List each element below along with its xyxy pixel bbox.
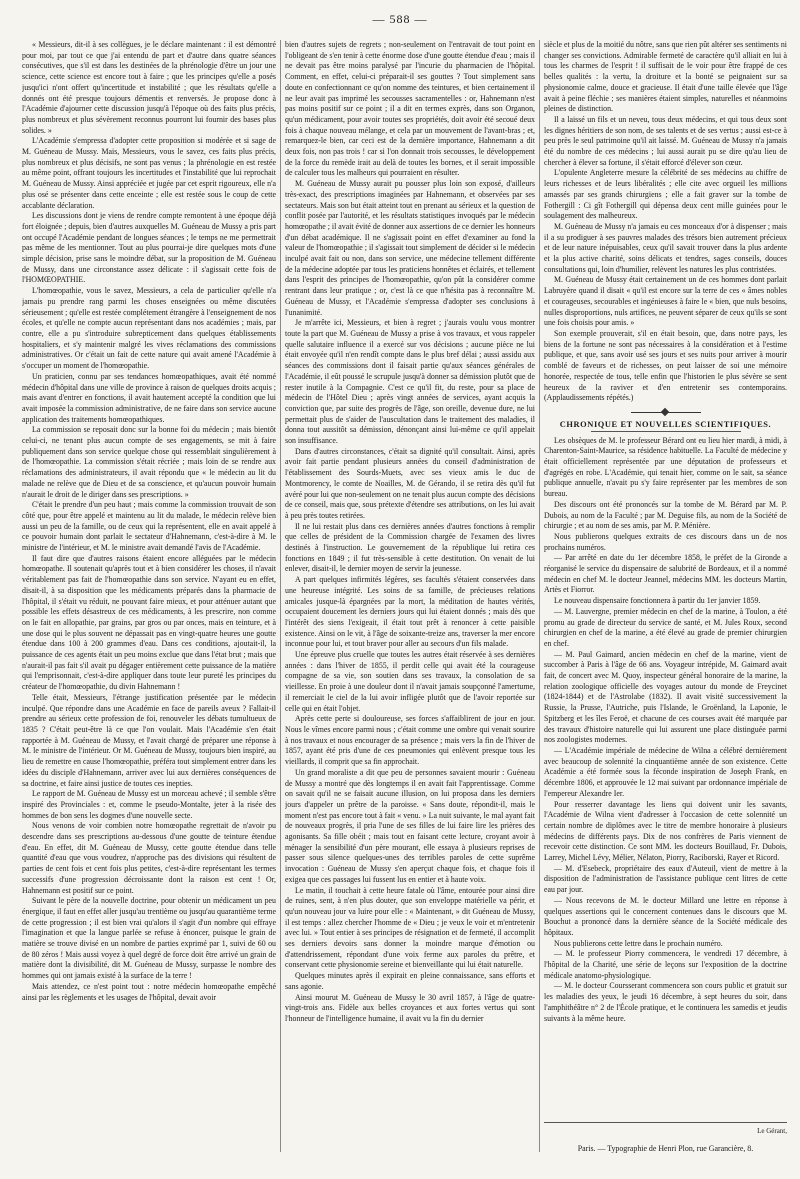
section-ornament [631,410,701,415]
article-paragraph: « Messieurs, dit-il à ses collègues, je le déclare maintenant : il est démontré pour moi, par tout ce que j'ai entendu de part et d'autre dans quatre séances consécutives, que s'il est dans les destinées de la phrénologie d'être un jour une science, cette science est encore tout à faire ; que les principes qu'elle a posés jusqu'ici n'ont offert qu'incertitude et instabilité ; que les résultats qu'elle a donnés ont été presque toujours démentis et renversés. Je propose donc à l'Académie d'ajourner cette discussion jusqu'à l'époque où des faits plus précis, plus nombreux et plus sévèrement reconnus pourront lui fournir des bases plus solides. » [22,40,276,135]
gerant-label: Le Gérant, [757,1127,787,1135]
article-paragraph: Une épreuve plus cruelle que toutes les autres était réservée à ses dernières années : dans l'hiver de 1855, il perdit celle qui avait été la courageuse compagne de sa vie, son soutien dans ses travaux, la consolation de sa vieillesse. En proie à une douleur dont il n'avait jamais soupçonné l'amertume, il remerciait le ciel de la lui avoir infligée plutôt que de l'avoir reportée sur celle qui en était l'objet. [285,650,535,713]
article-paragraph: C'était le prendre d'un peu haut ; mais comme la commission trouvait de son côté que, pour être appelé et maintenu au lit du malade, le médecin relève bien aussi un peu de la famille, ou de ceux qui la représentent, elle en avait appelé à ce pouvoir humain dont parlait le sectateur d'Hahnemann, c'est-à-dire à M. le ministre de l'intérieur, et M. le ministre avait demandé l'avis de l'Académie. [22,500,276,553]
news-item: — Nous recevons de M. le docteur Millard une lettre en réponse à quelques assertions qui le concernent contenues dans le discours que M. Bouchut a prononcé dans la dernière séance de la Société médicale des hôpitaux. [544,895,787,937]
article-paragraph: Ainsi mourut M. Guéneau de Mussy le 30 avril 1857, à l'âge de quatre-vingt-trois ans. Fidèle aux belles croyances et aux fortes vertus qui sont l'honneur de l'intelligence humaine, il avait vu la fin du dernier [285,992,535,1023]
article-paragraph: M. Guéneau de Mussy n'a jamais eu ces monceaux d'or à dispenser ; mais il a su prodiguer à ses pauvres malades des trésors bien autrement précieux et de leur nature inépuisables, ceux qu'il savait trouver dans la plus ardente et la plus active charité, soins délicats et tendres, sages conseils, douces consultations qui, loin d'humilier, relèvent les natures les plus contristées. [544,221,787,274]
article-paragraph: Un praticien, connu par ses tendances homœopathiques, avait été nommé médecin d'hôpital dans une ville de province à raison de quelques droits acquis ; mais avant d'entrer en fonctions, il avait hautement accepté la condition que lui avait imposée la commission administrative, de ne faire dans son service aucune application des traitements homœopathiques. [22,371,276,424]
article-paragraph: Le rapport de M. Guéneau de Mussy est un morceau achevé ; il semble s'être inspiré des Provinciales : et, comme le pseudo-Montalte, jeter à la risée des hommes de bon sens les dogmes d'une nouvelle secte. [22,789,276,820]
news-item: Les obsèques de M. le professeur Bérard ont eu lieu hier mardi, à midi, à Charenton-Saint-Maurice, sa résidence habituelle. La Faculté de médecine y était officiellement représentée par une députation de professeurs et d'agrégés en robe. L'Académie, qui tenait hier, comme on le sait, sa séance publique annuelle, n'avait pu s'y faire représenter par les membres de son bureau. [544,435,787,499]
news-item: Pour resserrer davantage les liens qui doivent unir les savants, l'Académie de Wilna vient d'adresser à l'occasion de cette solennité un certain nombre de diplômes avec le titre de membre honoraire à plusieurs médecins de différents pays. Dix de nos confrères de Paris viennent de recevoir cette distinction. Ce sont MM. les docteurs Bouillaud, Fr. Dubois, Larrey, Michel Lévy, Mélier, Nélaton, Piorry, Raciborski, Rayer et Ricord. [544,799,787,863]
section-heading: CHRONIQUE ET NOUVELLES SCIENTIFIQUES. [559,419,772,429]
printer-imprint: Paris. — Typographie de Henri Plon, rue Garancière, 8. [577,1144,754,1153]
article-paragraph: Suivant le père de la nouvelle doctrine, pour obtenir un médicament un peu énergique, il faut en effet aller jusqu'au trentième ou jusqu'au quarantième terme de cette progression ; il est bien vrai qu'alors il s'agit d'un nombre qui effraye l'imagination et que la langue parlée se refuse à énoncer, puisque le grain de matière se trouve divisé en un nombre de parties exprimé par 1, suivi de 60 ou de 80 zéros ! Mais aussi voyez à quel degré de force doit être arrivé un grain de matière dont la divisibilité, dit M. Guéneau de Mussy, surpasse le nombre des hommes qui ont jamais existé à la surface de la terre ! [22,896,276,981]
article-paragraph: siècle et plus de la moitié du nôtre, sans que rien pût altérer ses sentiments ni changer ses convictions. Admirable fermeté de caractère qu'il alliait en lui à tous les charmes de l'esprit ! il suffisait de le voir pour être frappé de ces belles qualités : la vertu, la droiture et la bonté se peignaient sur sa physionomie calme, douce et gracieuse. Il était d'une taille élevée que l'âge avait à peine fléchie ; ses manières étaient simples, naturelles et néanmoins pleines de distinction. [544,40,787,114]
article-paragraph: bien d'autres sujets de regrets ; non-seulement on l'entravait de tout point en l'obligeant de s'en tenir à cette énorme dose d'une goutte étendue d'eau ; mais il ne devait pas être moins paralysé par l'incurie du pharmacien de l'hôpital. Comment, en effet, celui-ci préparait-il ses gouttes ? Tout simplement sans doute en confectionnant ce qu'on nomme des teintures, et bien certainement il ne leur avait pas imprimé les secousses sacramentelles : or, Hahnemann n'est pas moins positif sur ce point ; il a dit en termes exprès, dans son Organon, qu'un médicament, pour avoir toutes ses propriétés, doit avoir été secoué deux fois à chaque nouveau mélange, et cela par un mouvement de l'avant-bras ; et, remarquez-le bien, car ceci est de la dernière importance, Hahnemann a dit deux fois, non pas trois ! car si l'on donnait trois secousses, le développement de la force du remède irait au delà de toutes les bornes, et il serait impossible de calculer tous les malheurs qui pourraient en résulter. [285,40,535,178]
news-item: — L'Académie impériale de médecine de Wilna a célébré dernièrement avec beaucoup de solennité la cinquantième année de son existence. Cette Académie a été formée sous la féconde inspiration de Joseph Frank, en décembre 1806, et approuvée le 12 mai suivant par ordonnance impériale de l'empereur Alexandre Ier. [544,746,787,798]
article-paragraph: Les discussions dont je viens de rendre compte remontent à une époque déjà fort éloignée ; depuis, bien d'autres auxquelles M. Guéneau de Mussy a pris part ont occupé l'Académie pendant de longues séances ; le temps ne me permettrait pas même de les mentionner. Tout au plus pourrai-je dire quelques mots d'une simple décision, prise sans le moindre débat, sur la proposition de M. Guéneau de Mussy, dans une circonstance assez délicate : il s'agissait cette fois de l'HOMŒOPATHIE. [22,211,276,285]
news-item: Nous publierons cette lettre dans le prochain numéro. [554,938,723,948]
article-paragraph: L'Académie s'empressa d'adopter cette proposition si modérée et si sage de M. Guéneau de Mussy. Mais, Messieurs, vous le savez, ces faits plus précis, plus nombreux et plus décisifs, ne sont pas venus ; la phrénologie en est restée au même point, offrant toujours les incertitudes et l'instabilité que lui reprochait M. Guéneau de Mussy. Ainsi appréciée et jugée par cet esprit rigoureux, elle n'a plus osé se présenter dans cette enceinte ; elle est restée sous le coup de cette accablante déclaration. [22,136,276,210]
page-number: — 588 — [372,12,428,26]
column-divider [280,40,281,1152]
article-paragraph: Mais attendez, ce n'est point tout : notre médecin homœopathe empêché ainsi par les règlements et les usages de l'hôpital, devait avoir [22,981,276,1002]
article-paragraph: Après cette perte si douloureuse, ses forces s'affaiblirent de jour en jour. Nous le vîmes encore parmi nous ; c'était comme une ombre qui venait sourire à nos travaux et nous encourager de sa présence ; mais vers la fin de l'hiver de 1857, ayant été pris d'une de ces pneumonies qui enlèvent presque tous les vieillards, il comprit que sa fin approchait. [285,714,535,767]
news-item: Des discours ont été prononcés sur la tombe de M. Bérard par M. P. Dubois, au nom de la Faculté ; par M. Deguise fils, au nom de la Société de chirurgie ; et au nom de ses amis, par M. P. Ménière. [544,499,787,531]
article-paragraph: Quelques minutes après il expirait en pleine connaissance, sans efforts et sans agonie. [285,971,535,991]
news-item: — Par arrêté en date du 1er décembre 1858, le préfet de la Gironde a réorganisé le service du dispensaire de salubrité de Bordeaux, et il a nommé médecin en chef M. le docteur Jeannel, médecins MM. les docteurs Martin, Artès et Fiorror. [544,553,787,595]
news-item: — M. Lauvergne, premier médecin en chef de la marine, à Toulon, a été promu au grade de directeur du service de santé, et M. Jules Roux, second chirurgien en chef de la marine, a été élevé au grade de premier chirurgien en chef. [544,606,787,648]
news-item: — M. le docteur Coursserant commencera son cours public et gratuit sur les maladies des yeux, le jeudi 16 décembre, à sept heures du soir, dans l'amphithéâtre n° 2 de l'École pratique, et le continuera les samedis et jeudis suivants à la même heure. [544,981,787,1023]
article-paragraph: M. Guéneau de Mussy était certainement un de ces hommes dont parlait Labruyère quand il disait « qu'il est encore sur la terre de ces « âmes nobles et courageuses, secourables et ingénieuses à faire le « bien, que nuls besoins, nulles disproportions, nuls artifices, ne peuvent séparer de ceux qu'ils se sont une fois choisis pour amis. » [544,275,787,328]
article-paragraph: M. Guéneau de Mussy aurait pu pousser plus loin son exposé, d'ailleurs très-exact, des prescriptions imaginées par Hahnemann, et observées par ses sectateurs. Mais son but était atteint tout en prenant au sérieux et la question de conflit posée par l'autorité, et les résultats statistiques invoqués par le médecin homœopathe ; il avait évité de donner aux assertions de ce dernier les honneurs d'un débat académique. Il ne s'agissait point en effet d'examiner au fond la valeur de l'homœopathie ; il s'agissait tout simplement de décider si le médecin inculpé avait fait ou non, dans son service, une médecine tellement différente de la médecine adoptée par tous les praticiens honnêtes et éclairés, et tellement dans l'esprit des principes de l'homœopathie, qu'on pût la considérer comme rentrant dans leur pratique ; or, c'est là ce que n'hésita pas à reconnaître M. Guéneau de Mussy, et l'Académie s'empressa d'adopter ses conclusions à l'unanimité. [285,179,535,317]
article-paragraph: L'homœopathie, vous le savez, Messieurs, a cela de particulier qu'elle n'a jamais pu prendre rang parmi les choses enseignées ou même discutées sérieusement ; qu'elle est restée complétement étrangère à l'enseignement de nos écoles, et qu'elle ne compte aucun représentant dans nos académies ; mais, par contre, elle a pu s'introduire subrepticement dans quelques établissements hospitaliers, et s'y maintenir malgré les vives réclamations des commissions administratives. Or c'était un fait de cette nature qui avait amené l'Académie à s'occuper un moment de l'homœopathie. [22,286,276,371]
article-paragraph: Dans d'autres circonstances, c'était sa dignité qu'il consultait. Ainsi, après avoir fait partie pendant plusieurs années du conseil d'administration de l'établissement des Sourds-Muets, avec ses vieux amis le duc de Montmorency, le comte de Noailles, M. de Gérando, il se retira dès qu'il fut avéré pour lui que non-seulement on ne tenait plus aucun compte des décisions de ce conseil, mais que, sous prétexte d'étendre ses attributions, on les lui avait à peu près toutes retirées. [285,446,535,520]
article-paragraph: Le matin, il touchait à cette heure fatale où l'âme, entourée pour ainsi dire de ruines, sent, à n'en plus douter, que son enveloppe matérielle va périr, et qu'un nouveau jour va luire pour elle : « Maintenant, » dit Guéneau de Mussy, il est temps : allez chercher l'homme de « Dieu ; je veux le voir et m'entretenir avec lui. » Tout entier à ses principes de résignation et de fermeté, il accomplit ses derniers devoirs sans donner la moindre marque d'émotion ou d'attendrissement, répondant d'une voix ferme aux paroles du prêtre, et conservant cette physionomie sereine et bienveillante qui lui était naturelle. [285,885,535,970]
article-paragraph: L'opulente Angleterre mesure la célébrité de ses médecins au chiffre de leurs richesses et de leurs libéralités ; elle cite avec orgueil les millions amassés par ses grands chirurgiens ; elle a fait graver sur la tombe de Fothergill : Ci gît Fothergill qui dépensa deux cent mille guinées pour le soulagement des malheureux. [544,168,787,221]
article-paragraph: Je m'arrête ici, Messieurs, et bien à regret ; j'aurais voulu vous montrer toute la part que M. Guéneau de Mussy a prise à vos travaux, et vous rappeler quelle salutaire influence il a exercé sur vos décisions ; aucune pièce ne lui était envoyée qu'il n'en rendît compte dans le plus bref délai ; aussi assidu aux séances des commissions dont il faisait partie qu'aux séances générales de l'Académie, il eût poussé le scrupule jusqu'à donner sa démission plutôt que de rester inutile à la Compagnie. C'est ce qu'il fit, du reste, pour sa place de médecin de l'Hôtel Dieu ; après vingt années de services, ayant acquis la conviction que, par suite des progrès de l'âge, son oreille, devenue dure, ne lui permettait plus de s'aider de l'auscultation dans le traitement des maladies, il donna tout aussitôt sa démission, dénonçant ainsi lui-même ce qu'il appelait son insuffisance. [285,318,535,446]
news-item: Le nouveau dispensaire fonctionnera à partir du 1er janvier 1859. [554,596,761,606]
page-footer [544,1122,787,1154]
article-paragraph: Son exemple prouverait, s'il en était besoin, que, dans notre pays, les biens de la fortune ne sont pas nécessaires à la considération et à l'estime publique, et que, sans avoir usé ses jours et ses nuits pour arriver à mourir comblé de faveurs et de richesses, on peut laisser de soi une mémoire honorée, respectée de tous, telle enfin que l'historien le plus sévère se sent heureux de la raviver et d'en entretenir ses contemporains. (Applaudissements répétés.) [544,328,787,403]
column-right [544,40,787,1110]
article-paragraph: Il ne lui restait plus dans ces dernières années d'autres fonctions à remplir que celles de président de la Commission chargée de l'examen des livres destinés à l'instruction. Le gouvernement de la république lui retira ces fonctions en 1849 ; il fut très-sensible à cette destitution. On venait de lui enlever, disait-il, le dernier moyen de servir la jeunesse. [285,521,535,574]
heading-underline [591,431,741,432]
column-divider [539,40,540,1152]
news-item: — M. le professeur Piorry commencera, le vendredi 17 décembre, à l'hôpital de la Charité, une série de leçons sur l'exposition de la doctrine médicale anatomo-physiologique. [544,949,787,980]
news-item: — M. d'Esebeck, propriétaire des eaux d'Auteuil, vient de mettre à la disposition de l'administration de l'assistance publique cent litres de cette eau par jour. [544,863,787,895]
footer-rule [544,1122,787,1123]
column-middle [285,40,535,1152]
column-left [22,40,276,1152]
news-item: Nous publierons quelques extraits de ces discours dans un de nos prochains numéros. [544,531,787,552]
article-paragraph: A part quelques infirmités légères, ses facultés s'étaient conservées dans une heureuse intégrité. Les soins de sa famille, de précieuses relations amicales jusque-là épargnées par la mort, la méditation de hautes vérités, occupaient doucement les derniers jours qui lui étaient donnés ; mais dès que l'intérêt des siens l'exigeait, il était tout prêt à renoncer à cette paisible existence. Ainsi on le vit, à l'âge de soixante-treize ans, traverser la mer encore inconnue pour lui, et tout braver pour aller au secours d'un fils malade. [285,575,535,649]
article-paragraph: Il faut dire que d'autres raisons étaient encore alléguées par le médecin homœopathe. Il soutenait qu'après tout et à bien considérer les choses, il n'avait véritablement pas fait de l'homœopathie dans son service. N'ayant eu en effet, disait-il, à sa disposition que les médicaments préparés dans la pharmacie de l'hôpital, il s'était vu réduit, ne pouvant faire mieux, et pour atténuer autant que possible les effets désastreux de ces médicaments, à les prescrire, non comme on le fait en allopathie, par grains, par gros ou par onces, mais en teinture, et à une dose qui le plus souvent ne dépassait pas en vingt-quatre heures une goutte étendue dans 100 à 200 grammes d'eau. Dans ces conditions, ajoutait-il, la puissance de ces agents était un peu moins exclue que dans l'état brut ; mais que n'aurait-il pas fait s'il avait pu dégager entièrement cette puissance de la matière qui l'emprisonnait, c'est-à-dire appliquer dans toute leur pureté les principes du créateur de l'homœopathie, du divin Hahnemann ! [22,553,276,692]
article-paragraph: Nous venons de voir combien notre homœopathe regrettait de n'avoir pu descendre dans ses prescriptions au-dessous d'une goutte de teinture étendue d'eau. En effet, dit M. Guéneau de Mussy, cette goutte étendue dans telle quantité d'eau que vous voudrez, n'approche pas des divisions qui résultent de parties de cent fois et cent fois plus petites, c'est-à-dire représentant les termes successifs d'une progression décroissante dont la raison est cent ! Or, Hahnemann est positif sur ce point. [22,821,276,895]
article-paragraph: Un grand moraliste a dit que peu de personnes savaient mourir : Guéneau de Mussy a montré que dès longtemps il en avait fait l'apprentissage. Comme on savait qu'il ne se faisait aucune illusion, on lui proposa dans les derniers jours d'appeler un prêtre de la paroisse. « Sans doute, répondit-il, mais le moment n'est pas encore tout à fait « venu. » La nuit suivante, le mal ayant fait de nouveaux progrès, il pria l'une de ses filles de lui faire lire les prières des agonisants. Sa fille obéit ; mais tout en faisant cette lecture, croyant avoir à ménager la sensibilité d'un père mourant, elle essaya à plusieurs reprises de passer sous silence quelques-unes des terribles paroles de cette suprême invocation : Guéneau de Mussy s'en aperçut chaque fois, et chaque fois il exigea que ces passages lui fussent lus en entier et à haute voix. [285,767,535,884]
article-paragraph: Telle était, Messieurs, l'étrange justification présentée par le médecin inculpé. Que répondre dans une Académie en face de pareils aveux ? Fallait-il prendre au sérieux cette profession de foi, renouveler les débats tumultueux de 1835 ? C'était peut-être là ce que l'on voulait. Mais l'Académie s'en était rapportée à M. Guéneau de Mussy, et l'avait chargé de préparer une réponse à M. le ministre de l'intérieur. Or M. Guéneau de Mussy, toujours bien inspiré, au lieu de remettre en cause l'homœopathie, préféra tout simplement entrer dans les idées du disciple d'Hahnemann, arriver avec lui aux dernières conséquences de sa doctrine, et faire ainsi justice de toutes ces inepties. [22,692,276,788]
article-paragraph: Il a laissé un fils et un neveu, tous deux médecins, et qui tous deux sont les dignes héritiers de son nom, de ses talents et de ses vertus ; aussi est-ce à peu près le seul patrimoine qu'il ait laissé. M. Guéneau de Mussy n'a jamais été du nombre de ces médecins ; lui aussi aurait pu se dire qu'au lieu de chercher à élever sa fortune, il s'était efforcé d'élever son cœur. [544,114,787,167]
article-paragraph: La commission se reposait donc sur la bonne foi du médecin ; mais bientôt celui-ci, ne tenant plus aucun compte de ses engagements, se mit à faire publiquement dans son service quelque chose qui ressemblait singulièrement à de l'homœopathie. La commission s'était récriée ; mais loin de se rendre aux réclamations des administrateurs, il avait répondu que « le médecin au lit du malade ne relève que de Dieu et de sa conscience, et qu'aucun pouvoir humain n'aurait le droit de le diriger dans ses prescriptions. » [22,425,276,499]
news-item: — M. Paul Gaimard, ancien médecin en chef de la marine, vient de succomber à Paris à l'âge de 66 ans. Voyageur intrépide, M. Gaimard avait fait, de concert avec M. Quoy, inspecteur général honoraire de la marine, la relation zoologique officielle des voyages autour du monde de Freycinet (1824-1844) et de l'Astrolabe (1832). Il avait visité successivement la Russie, la Prusse, l'Autriche, puis l'Islande, le Groënland, la Laponie, le Spitzberg et les îles Feroë, et chacune de ces courses avait été marquée par des travaux d'histoire naturelle qui lui assurent une place distinguée parmi nos zoologistes modernes. [544,649,787,745]
